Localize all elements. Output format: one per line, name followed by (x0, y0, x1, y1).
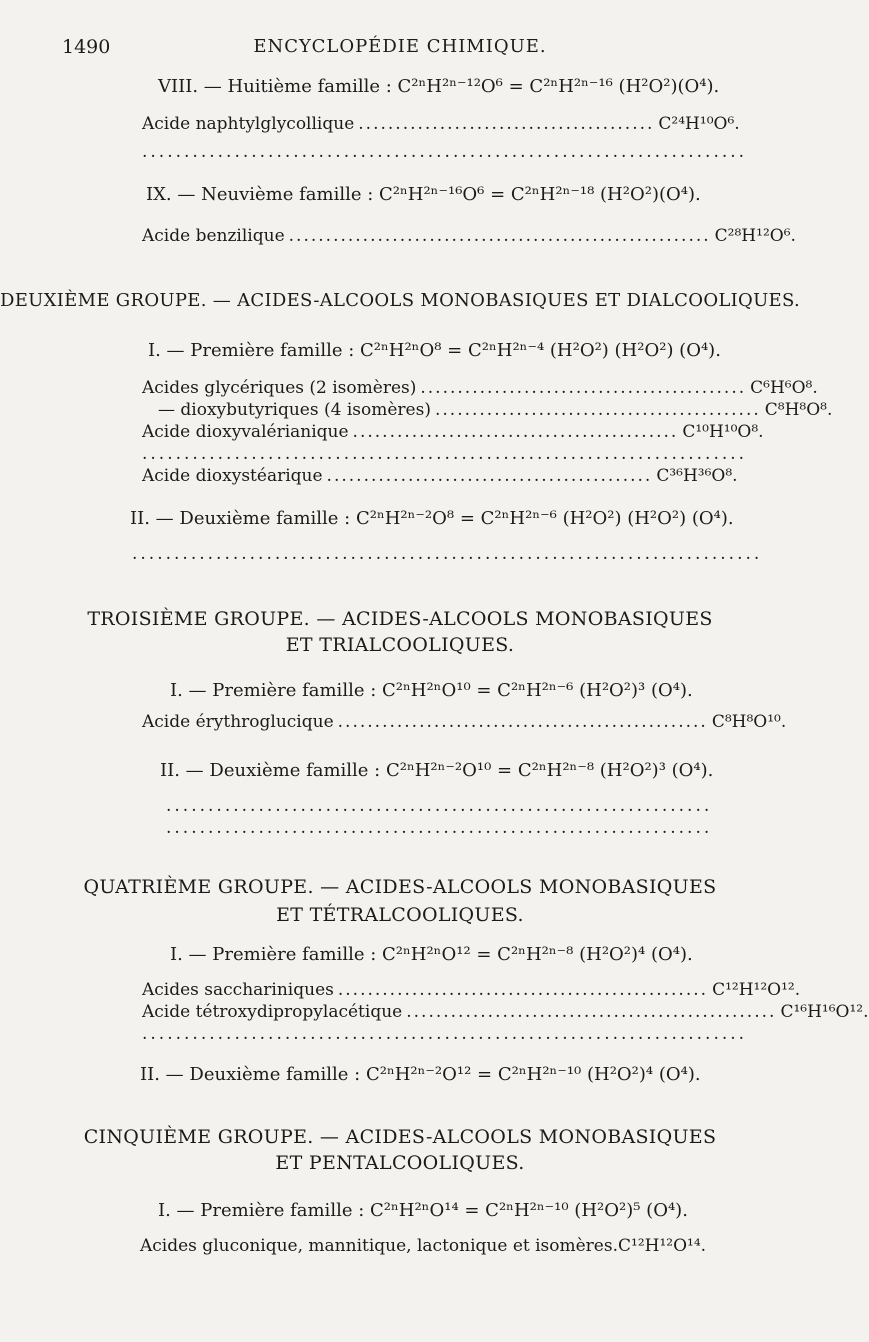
entry-glyceriques (142, 378, 818, 398)
entry-gluconique (140, 1236, 707, 1256)
page-number: 1490 (62, 36, 111, 58)
family-ix-heading: IX. — Neuvième famille : C²ⁿH²ⁿ⁻¹⁶O⁶ = C²ⁿH²ⁿ⁻¹⁸ (H²O²)(O⁴). (146, 184, 701, 205)
entry-name: Acides sacchariniques (142, 980, 334, 1000)
dot-leader: ........................................ (358, 114, 655, 134)
entry-naphtylglycollique (142, 114, 740, 134)
ellipsis-row: ................................................................. (166, 818, 713, 838)
dot-leader: ............................................ (326, 466, 653, 486)
group-4-title-line-1: QUATRIÈME GROUPE. — ACIDES-ALCOOLS MONOBASIQUES (83, 876, 717, 898)
entry-benzilique (142, 226, 796, 246)
family-viii-heading: VIII. — Huitième famille : C²ⁿH²ⁿ⁻¹²O⁶ = C²ⁿH²ⁿ⁻¹⁶ (H²O²)(O⁴). (158, 76, 720, 97)
ellipsis-row: ........................................................................ (142, 142, 748, 162)
group-3-title-line-2: ET TRIALCOOLIQUES. (285, 634, 515, 656)
group-3-title-line-1: TROISIÈME GROUPE. — ACIDES-ALCOOLS MONOBASIQUES (87, 608, 713, 630)
dot-leader: .................................................. (406, 1002, 777, 1022)
entry-sacchariniques (142, 980, 801, 1000)
group-4-family-2: II. — Deuxième famille : C²ⁿH²ⁿ⁻²O¹² = C²ⁿH²ⁿ⁻¹⁰ (H²O²)⁴ (O⁴). (140, 1064, 701, 1085)
running-title: ENCYCLOPÉDIE CHIMIQUE. (253, 36, 547, 57)
dot-leader: ............................................ (352, 422, 679, 442)
dot-leader: .................................................. (337, 980, 709, 1000)
dot-leader: ......................................................... (288, 226, 711, 246)
group-5-family-1: I. — Première famille : C²ⁿH²ⁿO¹⁴ = C²ⁿH²ⁿ⁻¹⁰ (H²O²)⁵ (O⁴). (158, 1200, 688, 1221)
entry-dioxybutyriques (158, 400, 833, 420)
dot-leader: ............................................ (434, 400, 761, 420)
group-5-title-line-2: ET PENTALCOOLIQUES. (275, 1152, 525, 1174)
entry-formula: C¹²H¹²O¹². (712, 980, 801, 1000)
entry-tetroxydipropylacetique (142, 1002, 869, 1022)
group-2-family-2: II. — Deuxième famille : C²ⁿH²ⁿ⁻²O⁸ = C²ⁿH²ⁿ⁻⁶ (H²O²) (H²O²) (O⁴). (130, 508, 734, 529)
entry-name: Acide dioxyvalérianique (142, 422, 349, 442)
entry-formula: C³⁶H³⁶O⁸. (656, 466, 738, 486)
entry-name: Acide tétroxydipropylacétique (142, 1002, 403, 1022)
entry-formula: C⁶H⁶O⁸. (750, 378, 818, 398)
entry-name: Acide naphtylglycollique (142, 114, 355, 134)
entry-formula: C²⁸H¹²O⁶. (714, 226, 796, 246)
entry-name: Acide érythroglucique (142, 712, 334, 732)
dot-leader: ............................................ (420, 378, 747, 398)
entry-erythroglucique (142, 712, 787, 732)
group-5-title-line-1: CINQUIÈME GROUPE. — ACIDES-ALCOOLS MONOBASIQUES (83, 1126, 717, 1148)
ellipsis-row: ........................................................................ (142, 1024, 748, 1044)
entry-dioxystearique (142, 466, 738, 486)
entry-name: — dioxybutyriques (4 isomères) (158, 400, 431, 420)
entry-formula: C¹⁶H¹⁶O¹². (780, 1002, 869, 1022)
entry-name: Acide benzilique (142, 226, 285, 246)
entry-formula: C¹²H¹²O¹⁴. (618, 1236, 707, 1256)
group-4-family-1: I. — Première famille : C²ⁿH²ⁿO¹² = C²ⁿH²ⁿ⁻⁸ (H²O²)⁴ (O⁴). (170, 944, 693, 965)
group-3-family-2: II. — Deuxième famille : C²ⁿH²ⁿ⁻²O¹⁰ = C²ⁿH²ⁿ⁻⁸ (H²O²)³ (O⁴). (160, 760, 714, 781)
entry-formula: C¹⁰H¹⁰O⁸. (682, 422, 764, 442)
entry-name: Acide dioxystéarique (142, 466, 323, 486)
group-4-title-line-2: ET TÉTRALCOOLIQUES. (276, 904, 524, 926)
entry-name: Acides glycériques (2 isomères) (142, 378, 417, 398)
ellipsis-row: ................................................................. (166, 796, 713, 816)
entry-formula: C²⁴H¹⁰O⁶. (658, 114, 740, 134)
ellipsis-row: ........................................................................... (132, 544, 763, 564)
group-2-title: DEUXIÈME GROUPE. — ACIDES-ALCOOLS MONOBASIQUES ET DIALCOOLIQUES. (0, 290, 801, 311)
entry-dioxyvalerianique (142, 422, 764, 442)
dot-leader: .................................................. (337, 712, 708, 732)
group-3-family-1: I. — Première famille : C²ⁿH²ⁿO¹⁰ = C²ⁿH²ⁿ⁻⁶ (H²O²)³ (O⁴). (170, 680, 693, 701)
entry-name: Acides gluconique, mannitique, lactonique et isomères. (140, 1236, 619, 1256)
entry-formula: C⁸H⁸O¹⁰. (711, 712, 787, 732)
ellipsis-row: ........................................................................ (142, 444, 748, 464)
entry-formula: C⁸H⁸O⁸. (764, 400, 833, 420)
group-2-family-1: I. — Première famille : C²ⁿH²ⁿO⁸ = C²ⁿH²ⁿ⁻⁴ (H²O²) (H²O²) (O⁴). (148, 340, 721, 361)
